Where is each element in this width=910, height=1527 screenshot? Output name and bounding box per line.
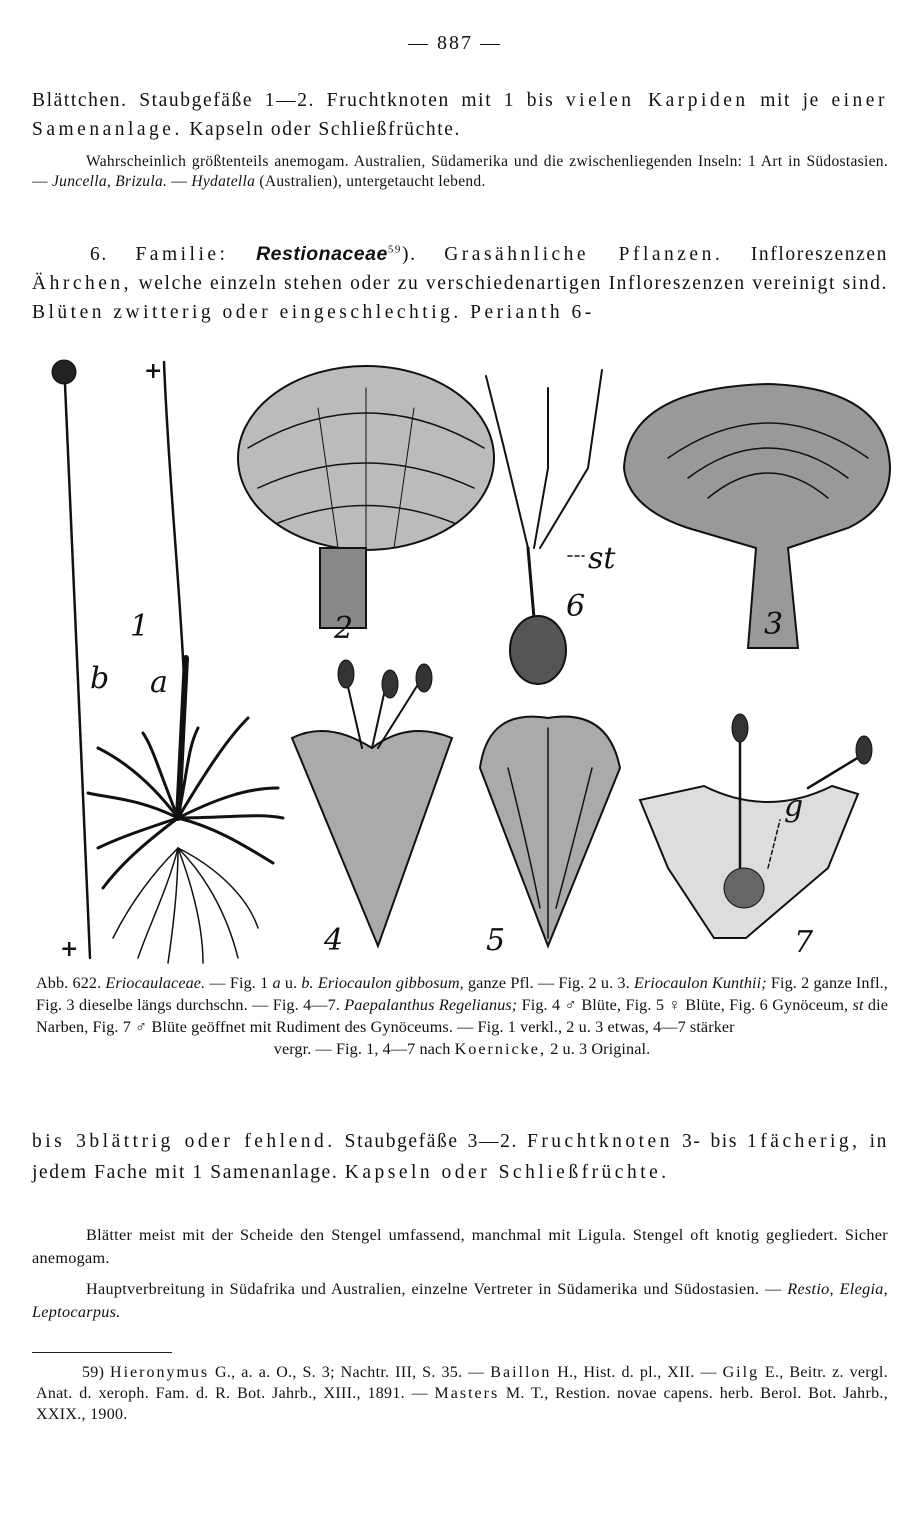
- spaced-text: einer Samenanlage.: [32, 90, 888, 140]
- fig7-opened-flower-drawing: [640, 714, 872, 938]
- fig-plus-mark-bottom: +: [60, 936, 79, 962]
- text-run: in jedem Fache mit 1 Samenanlage.: [32, 1131, 888, 1183]
- text-run: Hauptverbreitung in Südafrika und Australien, einzelne Vertreter in Südamerika und Südostasien. —: [86, 1280, 782, 1298]
- spaced-text: Kapseln oder Schließfrüchte.: [344, 1162, 670, 1183]
- small-paragraph-2: Blätter meist mit der Scheide den Stengel umfassend, manchmal mit Ligula. Stengel oft knotig gegliedert. Sicher anemogam.: [32, 1226, 888, 1267]
- top-paragraph: [32, 86, 888, 144]
- text-run: welche einzeln stehen oder zu verschiedenartigen Infloreszenzen vereinigt sind.: [138, 273, 888, 294]
- text-run: Blättchen. Staubgefäße 1—2. Fruchtknoten mit 1 bis: [32, 90, 555, 111]
- text-run: Staubgefäße 3—2.: [344, 1131, 518, 1152]
- botanical-illustration: [28, 348, 898, 970]
- text-run: M. T., Restion. novae capens. herb. Berol. Bot. Jahrb., XXIX., 1900.: [36, 1385, 888, 1423]
- fig-label-2: 2: [334, 611, 354, 646]
- text-run: b.: [301, 974, 314, 992]
- text-run: 3- bis: [681, 1131, 739, 1152]
- author-name: Koernicke,: [454, 1040, 547, 1058]
- family-name: Eriocaulaceae.: [105, 974, 206, 992]
- species-name: Paepalanthus Regelianus;: [344, 996, 518, 1014]
- small-paragraph: [32, 152, 888, 192]
- text-run: H., Hist. d. pl., XII. —: [557, 1364, 717, 1381]
- footnote-divider: [32, 1352, 172, 1353]
- spaced-text: Ährchen,: [32, 273, 133, 294]
- fig2-inflorescence-drawing: [238, 366, 494, 628]
- genus-names: Juncella, Brizula.: [52, 173, 168, 190]
- spaced-text: Grasähnliche Pflanzen.: [444, 244, 724, 265]
- fig5-female-flower-drawing: [480, 717, 620, 946]
- author-name: Gilg: [722, 1364, 760, 1381]
- text-run: Fig. 2 ganze Infl., Fig. 3 dieselbe längs durchschn. — Fig. 4—7.: [36, 974, 888, 1014]
- text-run: 2 u. 3 Original.: [550, 1040, 651, 1058]
- text-run: ).: [402, 244, 417, 265]
- author-name: Hieronymus: [110, 1364, 210, 1381]
- fig6-gynoecium-drawing: [486, 370, 602, 684]
- spaced-text: Familie:: [135, 244, 229, 265]
- caption-last-line: [36, 1038, 888, 1060]
- text-run: Infloreszenzen: [750, 244, 888, 265]
- species-name: Eriocaulon gibbosum,: [317, 974, 464, 992]
- text-run: u.: [284, 974, 298, 992]
- fig-label-6: 6: [566, 589, 586, 624]
- fig-label-b: b: [90, 661, 110, 696]
- text-run: — Fig. 1: [209, 974, 269, 992]
- family-name: Restionaceae: [256, 243, 388, 265]
- fig-label-st: st: [588, 541, 616, 576]
- author-name: Baillon: [490, 1364, 552, 1381]
- footnote-59: [36, 1362, 888, 1425]
- text-run: ganze Pfl. — Fig. 2 u. 3.: [467, 974, 630, 992]
- spaced-text: 1fächerig,: [747, 1131, 861, 1152]
- fig-label-1: 1: [130, 609, 150, 644]
- fig-label-4: 4: [324, 923, 344, 958]
- fig-label-g: g: [784, 789, 804, 824]
- author-name: Masters: [434, 1385, 500, 1402]
- spaced-text: Blüten zwitterig oder eingeschlechtig. Perianth 6-: [32, 302, 595, 323]
- genus-names: Restio, Elegia, Leptocarpus.: [32, 1280, 888, 1321]
- text-run: mit: [760, 90, 792, 111]
- text-run: je: [802, 90, 820, 111]
- footnote-ref[interactable]: 59: [387, 243, 403, 256]
- text-run: Kapseln oder Schließfrüchte.: [189, 119, 462, 140]
- text-run: st: [852, 996, 864, 1014]
- text-run: Fig. 4 ♂ Blüte, Fig. 5 ♀ Blüte, Fig. 6 Gynöceum,: [521, 996, 849, 1014]
- bottom-paragraph: [32, 1126, 888, 1188]
- fig-label-5: 5: [486, 923, 506, 958]
- fig-label-3: 3: [764, 607, 784, 642]
- text-run: E., Beitr. z. vergl. Anat. d. xeroph. Fam. d. R. Bot. Jahrb., XIII., 1891. —: [36, 1364, 888, 1402]
- fig-plus-mark-top: +: [144, 358, 163, 384]
- text-run: die Narben, Fig. 7 ♂ Blüte geöffnet mit Rudiment des Gynöceums. — Fig. 1 verkl., 2 u. 3 etwas, 4—7 stärker: [36, 996, 888, 1036]
- text-run: —: [171, 173, 188, 190]
- spaced-text: vielen Karpiden: [565, 90, 749, 111]
- text-run: (Australien), untergetaucht lebend.: [259, 173, 486, 190]
- section-number: 6.: [90, 244, 108, 265]
- text-run: Wahrscheinlich größtenteils anemogam. Australien, Südamerika und die zwischenliegenden Inseln: 1 Art in Südostasien. —: [32, 153, 888, 190]
- fig4-male-flower-drawing: [292, 660, 452, 946]
- species-name: Eriocaulon Kunthii;: [633, 974, 767, 992]
- fig-label-7: 7: [794, 925, 814, 960]
- text-run: a: [272, 974, 281, 992]
- text-run: vergr. — Fig. 1, 4—7 nach: [273, 1040, 451, 1058]
- family-paragraph: [32, 240, 888, 327]
- figure-caption: [36, 972, 888, 1060]
- text-run: G., a. a. O., S. 3; Nachtr. III, S. 35. —: [214, 1364, 485, 1381]
- spaced-text: Fruchtknoten: [526, 1131, 673, 1152]
- footnote-marker: 59): [82, 1364, 105, 1381]
- fig3-section-drawing: [624, 384, 890, 648]
- spaced-text: bis 3blättrig oder fehlend.: [32, 1131, 336, 1152]
- genus-name: Hydatella: [191, 173, 256, 190]
- small-paragraph-3: [32, 1278, 888, 1324]
- page-number: — 887 —: [408, 32, 502, 54]
- fig-label-a: a: [150, 665, 168, 700]
- figure-number: Abb. 622.: [36, 974, 102, 992]
